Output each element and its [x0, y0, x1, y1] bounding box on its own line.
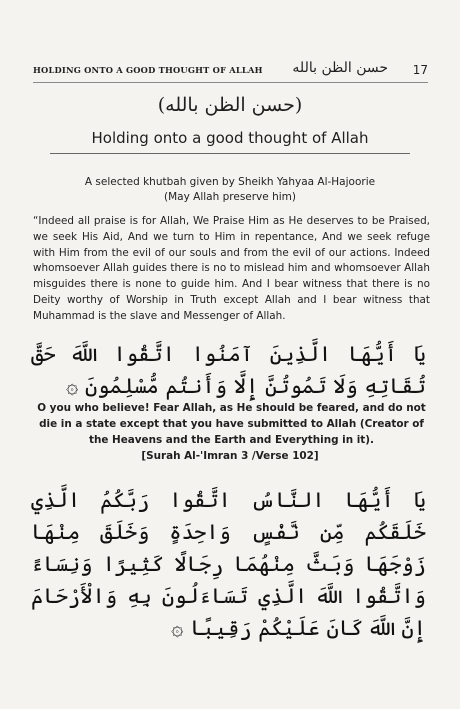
verse-reference-1: [Surah Al-'Imran 3 /Verse 102] — [141, 450, 319, 462]
opening-paragraph: “Indeed all praise is for Allah, We Praise Him as He deserves to be Praised, we seek His Aid, And we turn to Him in repentance, And we seek refuge with Him from the evil of our souls and from the evil of our actions. Indeed whomsoever Allah guides there is no to mislead him and whomsoever Allah misguides there is none to guide him. And I bear witness that there is no Deity worthy of Worship in Truth except Allah and I bear witness that Muhammad is the slave and Messenger of Allah. — [33, 215, 430, 322]
chapter-heading-arabic: (حسن الظن بالله) — [157, 94, 303, 116]
running-header — [33, 60, 428, 81]
verse-arabic-1: يَا أَيُّهَا الَّذِينَ آمَنُوا اتَّقُوا اللَّهَ حَقَّ تُقَاتِهِ وَلَا تَمُوتُنَّ إِلَّا وَأَنتُم مُّسْلِمُونَ ۞ — [31, 342, 426, 398]
page-number: 17 — [412, 63, 428, 77]
attribution-dua: (May Allah preserve him) — [164, 191, 296, 203]
chapter-rule — [50, 153, 410, 154]
attribution-line: A selected khutbah given by Sheikh Yahyaa Al-Hajoorie — [84, 176, 376, 188]
header-rule — [33, 82, 428, 83]
running-header-arabic: حسن الظن بالله — [292, 60, 388, 76]
verse-translation-1: O you who believe! Fear Allah, as He should be feared, and do not die in a state except that you have submitted to Allah (Creator of the Heavens and the Earth and Everything in it). — [37, 402, 426, 446]
running-header-title: HOLDING ONTO A GOOD THOUGHT OF ALLAH — [33, 65, 263, 75]
verse-arabic-2: يَا أَيُّهَا النَّاسُ اتَّقُوا رَبَّكُمُ الَّذِي خَلَقَكُم مِّن نَّفْسٍ وَاحِدَةٍ وَخَلَقَ مِنْهَا زَوْجَهَا وَبَثَّ مِنْهُمَا رِجَالًا كَثِيرًا وَنِسَاءً وَاتَّقُوا اللَّهَ الَّذِي تَسَاءَلُونَ بِهِ وَالْأَرْحَامَ إِنَّ اللَّهَ كَانَ عَلَيْكُمْ رَقِيبًا ۞ — [31, 488, 426, 640]
chapter-heading-english: Holding onto a good thought of Allah — [91, 129, 369, 147]
